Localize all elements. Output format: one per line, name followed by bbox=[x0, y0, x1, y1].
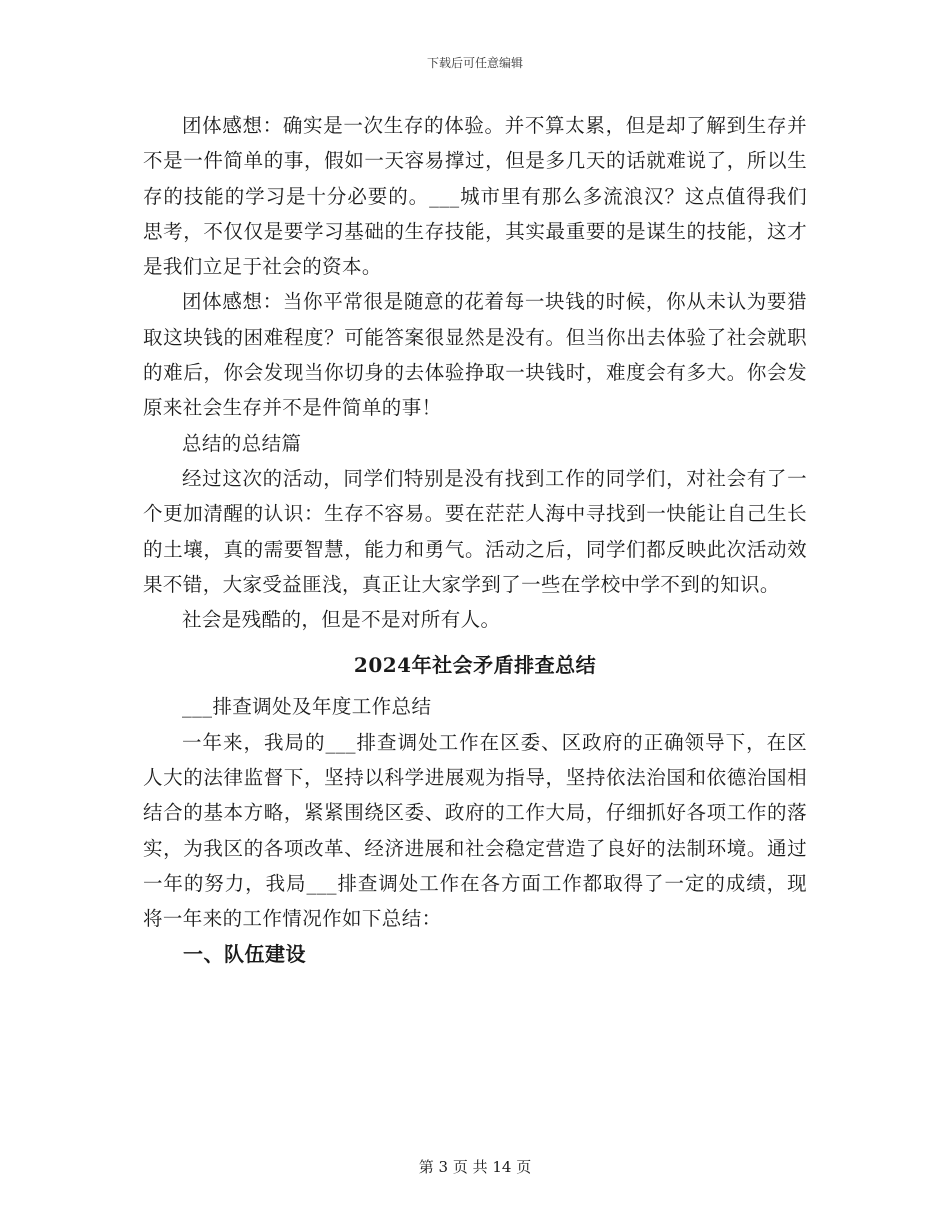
page-footer: 第 3 页 共 14 页 bbox=[418, 1158, 532, 1176]
paragraph-group-reflection-1: 团体感想：确实是一次生存的体验。并不算太累，但是却了解到生存并不是一件简单的事，假如一天容易撑过，但是多几天的话就难说了，所以生存的技能的学习是十分必要的。___城市里有那么多流浪汉？这点值得我们思考，不仅仅是要学习基础的生存技能，其实最重要的是谋生的技能，这才是我们立足于社会的资本。 bbox=[143, 114, 807, 279]
paragraph-subtitle: ___排查调处及年度工作总结 bbox=[182, 695, 432, 719]
section-title: 2024年社会矛盾排查总结 bbox=[353, 653, 597, 678]
document-body bbox=[143, 108, 807, 972]
page-header: 下载后可任意编辑 bbox=[426, 56, 523, 70]
paragraph-annual-work: 一年来，我局的___排查调处工作在区委、区政府的正确领导下，在区人大的法律监督下，坚持以科学进展观为指导，坚持依法治国和依德治国相结合的基本方略，紧紧围绕区委、政府的工作大局，仔细抓好各项工作的落实，为我区的各项改革、经济进展和社会稳定营造了良好的法制环境。通过一年的努力，我局___排查调处工作在各方面工作都取得了一定的成绩，现将一年来的工作情况作如下总结： bbox=[143, 730, 807, 931]
section-heading-team-building: 一、队伍建设 bbox=[183, 941, 306, 966]
paragraph-activity-summary: 经过这次的活动，同学们特别是没有找到工作的同学们，对社会有了一个更加清醒的认识：生存不容易。要在茫茫人海中寻找到一快能让自己生长的土壤，真的需要智慧，能力和勇气。活动之后，同学们都反映此次活动效果不错，大家受益匪浅，真正让大家学到了一些在学校中学不到的知识。 bbox=[143, 466, 807, 596]
paragraph-summary-label: 总结的总结篇 bbox=[182, 431, 302, 455]
paragraph-group-reflection-2: 团体感想：当你平常很是随意的花着每一块钱的时候，你从未认为要猎取这块钱的困难程度？可能答案很显然是没有。但当你出去体验了社会就职的难后，你会发现当你切身的去体验挣取一块钱时，难度会有多大。你会发原来社会生存并不是件简单的事！ bbox=[143, 290, 807, 420]
paragraph-closing-remark: 社会是残酷的，但是不是对所有人。 bbox=[182, 608, 501, 632]
